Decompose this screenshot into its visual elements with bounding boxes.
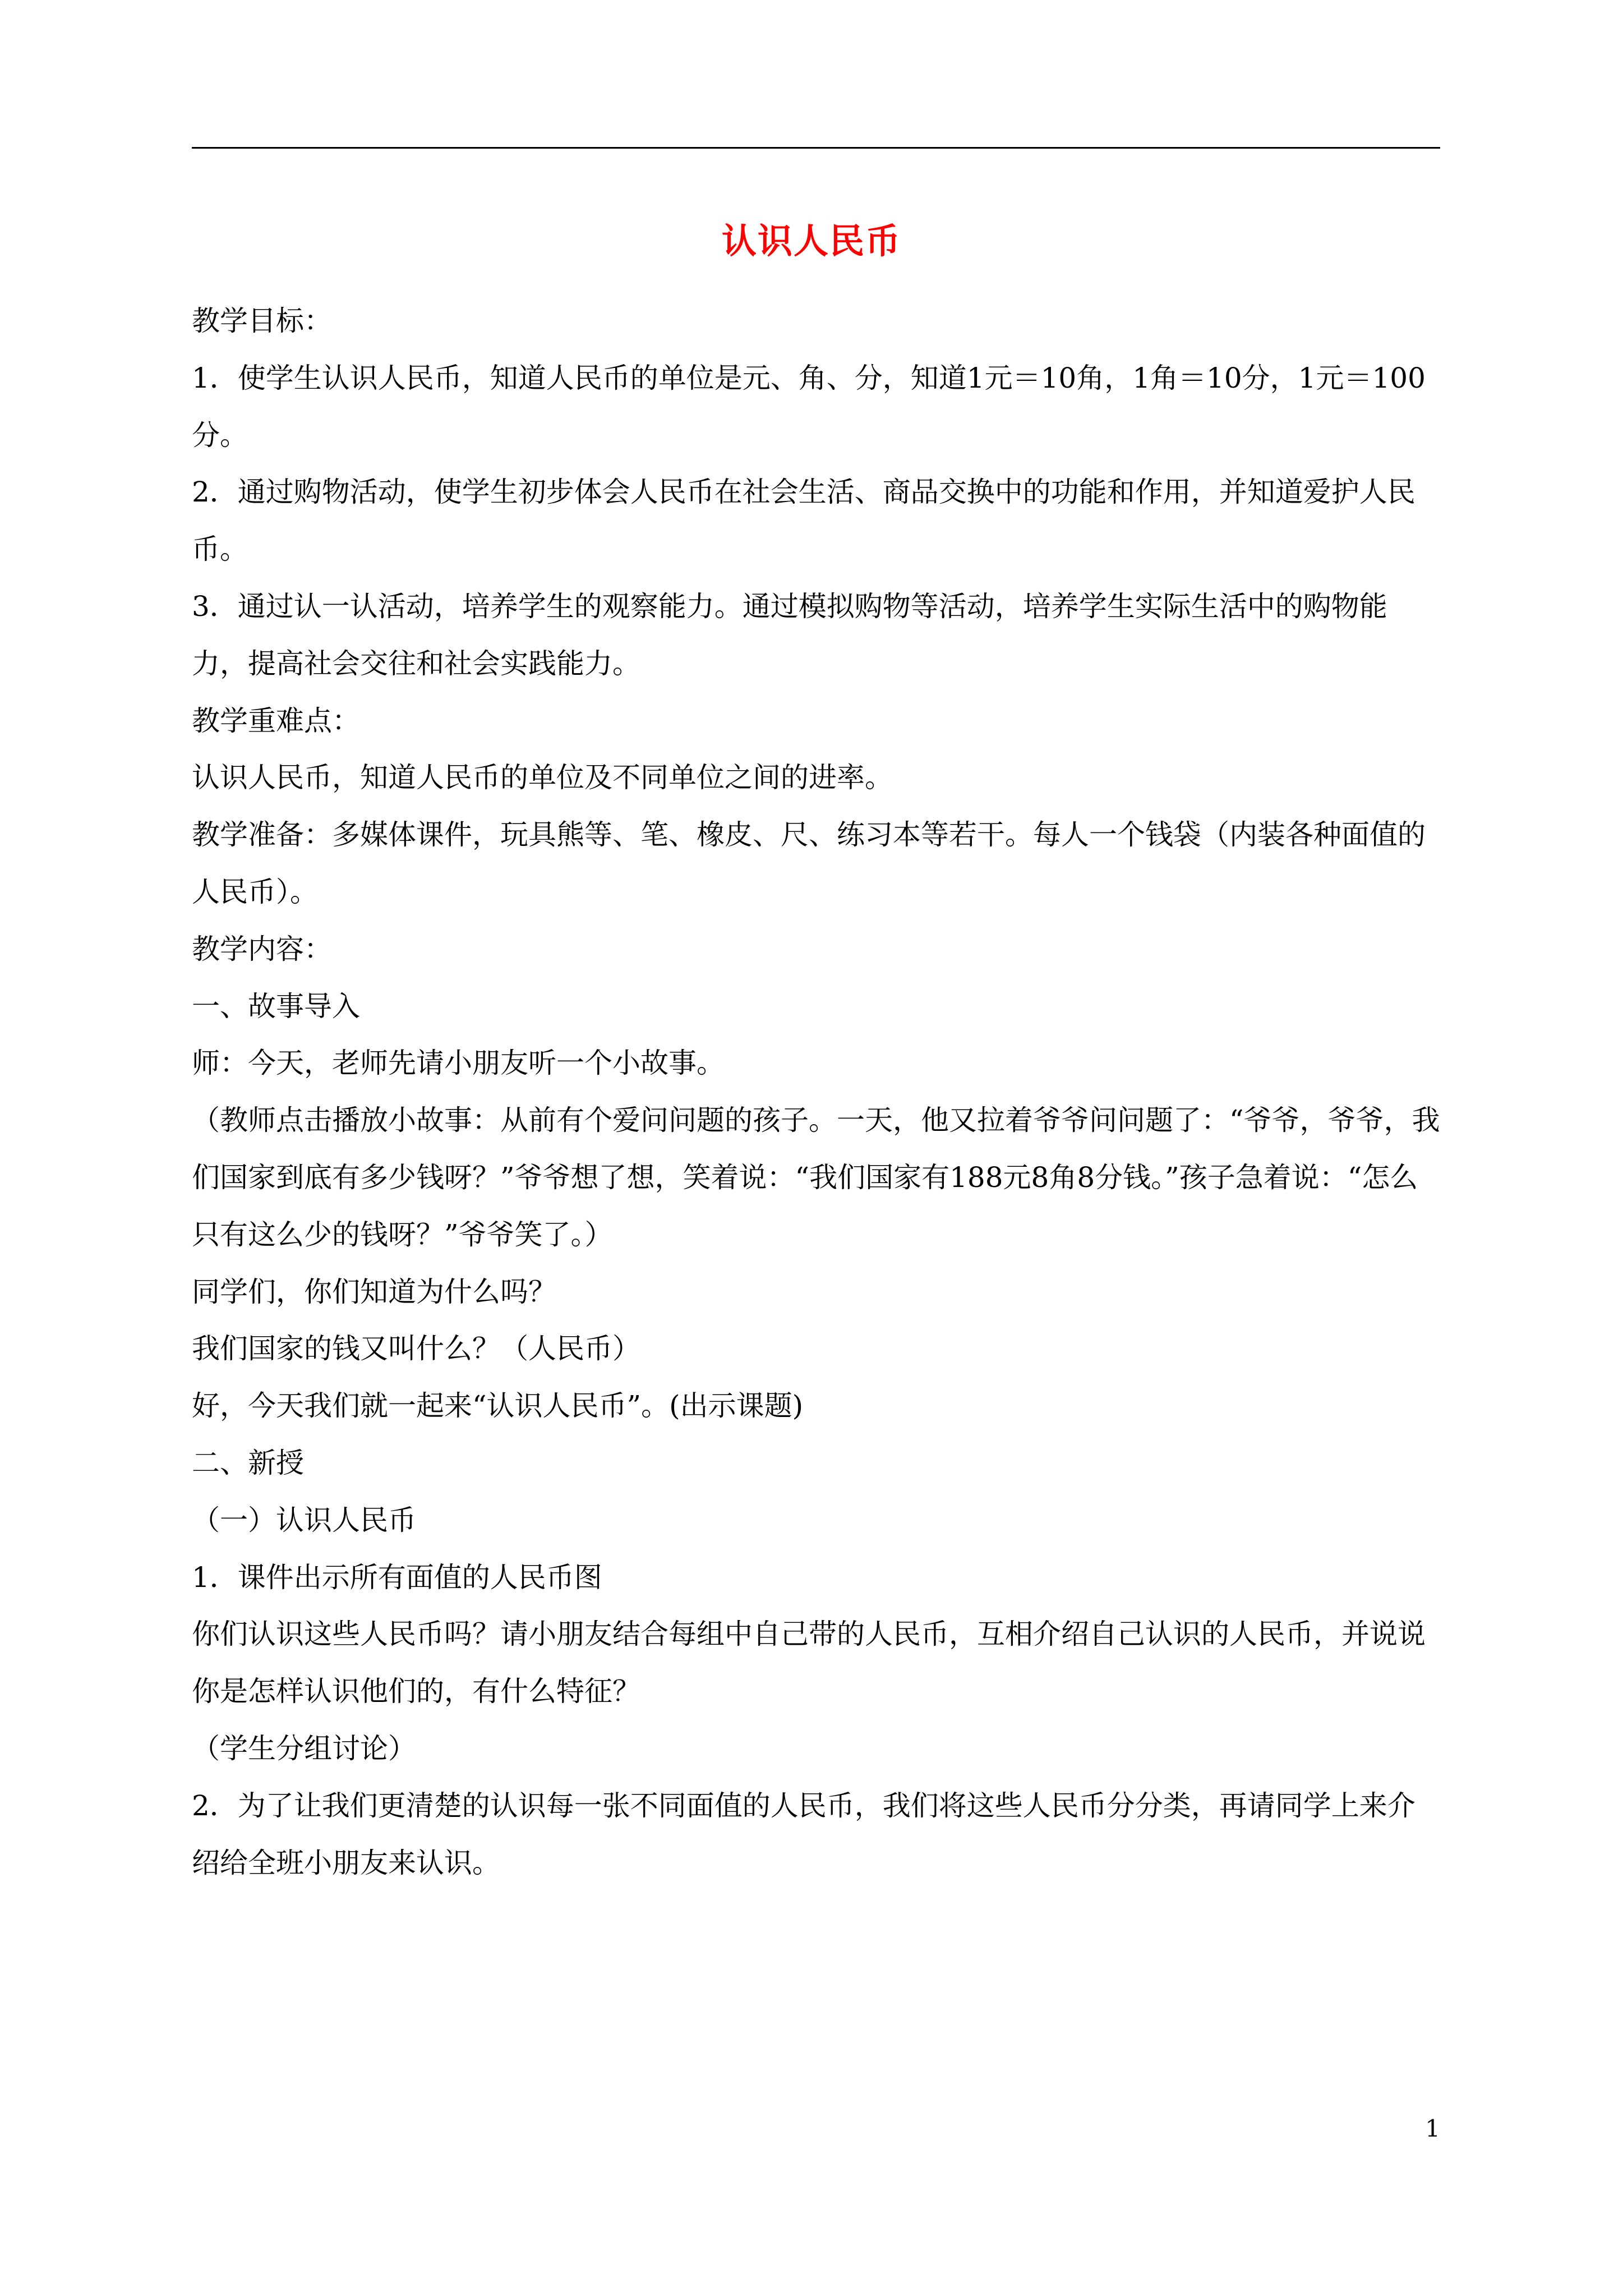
preparation-text: 教学准备：多媒体课件，玩具熊等、笔、橡皮、尺、练习本等若干。每人一个钱袋（内装各种面值的人民币）。 bbox=[192, 818, 1426, 908]
discussion-prompt: 你们认识这些人民币吗？请小朋友结合每组中自己带的人民币，互相介绍自己认识的人民币，并说说你是怎样认识他们的，有什么特征？ bbox=[192, 1618, 1426, 1708]
topic-intro-line: 好，今天我们就一起来“认识人民币”。(出示课题) bbox=[192, 1389, 804, 1423]
document-body bbox=[192, 293, 1440, 1892]
section-heading-key-points: 教学重难点： bbox=[192, 704, 360, 737]
step-2-paragraph: 2．为了让我们更清楚的认识每一张不同面值的人民币，我们将这些人民币分分类，再请同学上来介绍给全班小朋友来认识。 bbox=[192, 1789, 1415, 1879]
question-line-2: 我们国家的钱又叫什么？（人民币） bbox=[192, 1332, 640, 1365]
teacher-intro-line: 师：今天，老师先请小朋友听一个小故事。 bbox=[192, 1047, 725, 1080]
objective-item-1: 1．使学生认识人民币，知道人民币的单位是元、角、分，知道1元＝10角，1角＝10分，1元＝100分。 bbox=[192, 361, 1426, 452]
objective-item-3: 3．通过认一认活动，培养学生的观察能力。通过模拟购物等活动，培养学生实际生活中的购物能力，提高社会交往和社会实践能力。 bbox=[192, 590, 1387, 680]
objective-item-2: 2．通过购物活动，使学生初步体会人民币在社会生活、商品交换中的功能和作用，并知道爱护人民币。 bbox=[192, 476, 1415, 566]
subpart-heading-recognize: （一）认识人民币 bbox=[192, 1503, 416, 1536]
part-heading-new-lesson: 二、新授 bbox=[192, 1446, 304, 1479]
section-heading-content: 教学内容： bbox=[192, 932, 332, 965]
page-number: 1 bbox=[1425, 2115, 1440, 2142]
story-paragraph: （教师点击播放小故事：从前有个爱问问题的孩子。一天，他又拉着爷爷问问题了：“爷爷，爷爷，我们国家到底有多少钱呀？”爷爷想了想，笑着说：“我们国家有188元8角8分钱。”孩子急着说：“怎么只有这么少的钱呀？”爷爷笑了。） bbox=[192, 1104, 1440, 1251]
header-rule bbox=[192, 147, 1440, 149]
step-1-line: 1．课件出示所有面值的人民币图 bbox=[192, 1561, 602, 1594]
key-points-text: 认识人民币，知道人民币的单位及不同单位之间的进率。 bbox=[192, 761, 893, 794]
part-heading-story: 一、故事导入 bbox=[192, 990, 360, 1023]
section-heading-objectives: 教学目标： bbox=[192, 305, 332, 337]
group-discussion-note: （学生分组讨论） bbox=[192, 1732, 416, 1765]
question-line-1: 同学们，你们知道为什么吗？ bbox=[192, 1275, 556, 1308]
document-title: 认识人民币 bbox=[721, 220, 901, 261]
